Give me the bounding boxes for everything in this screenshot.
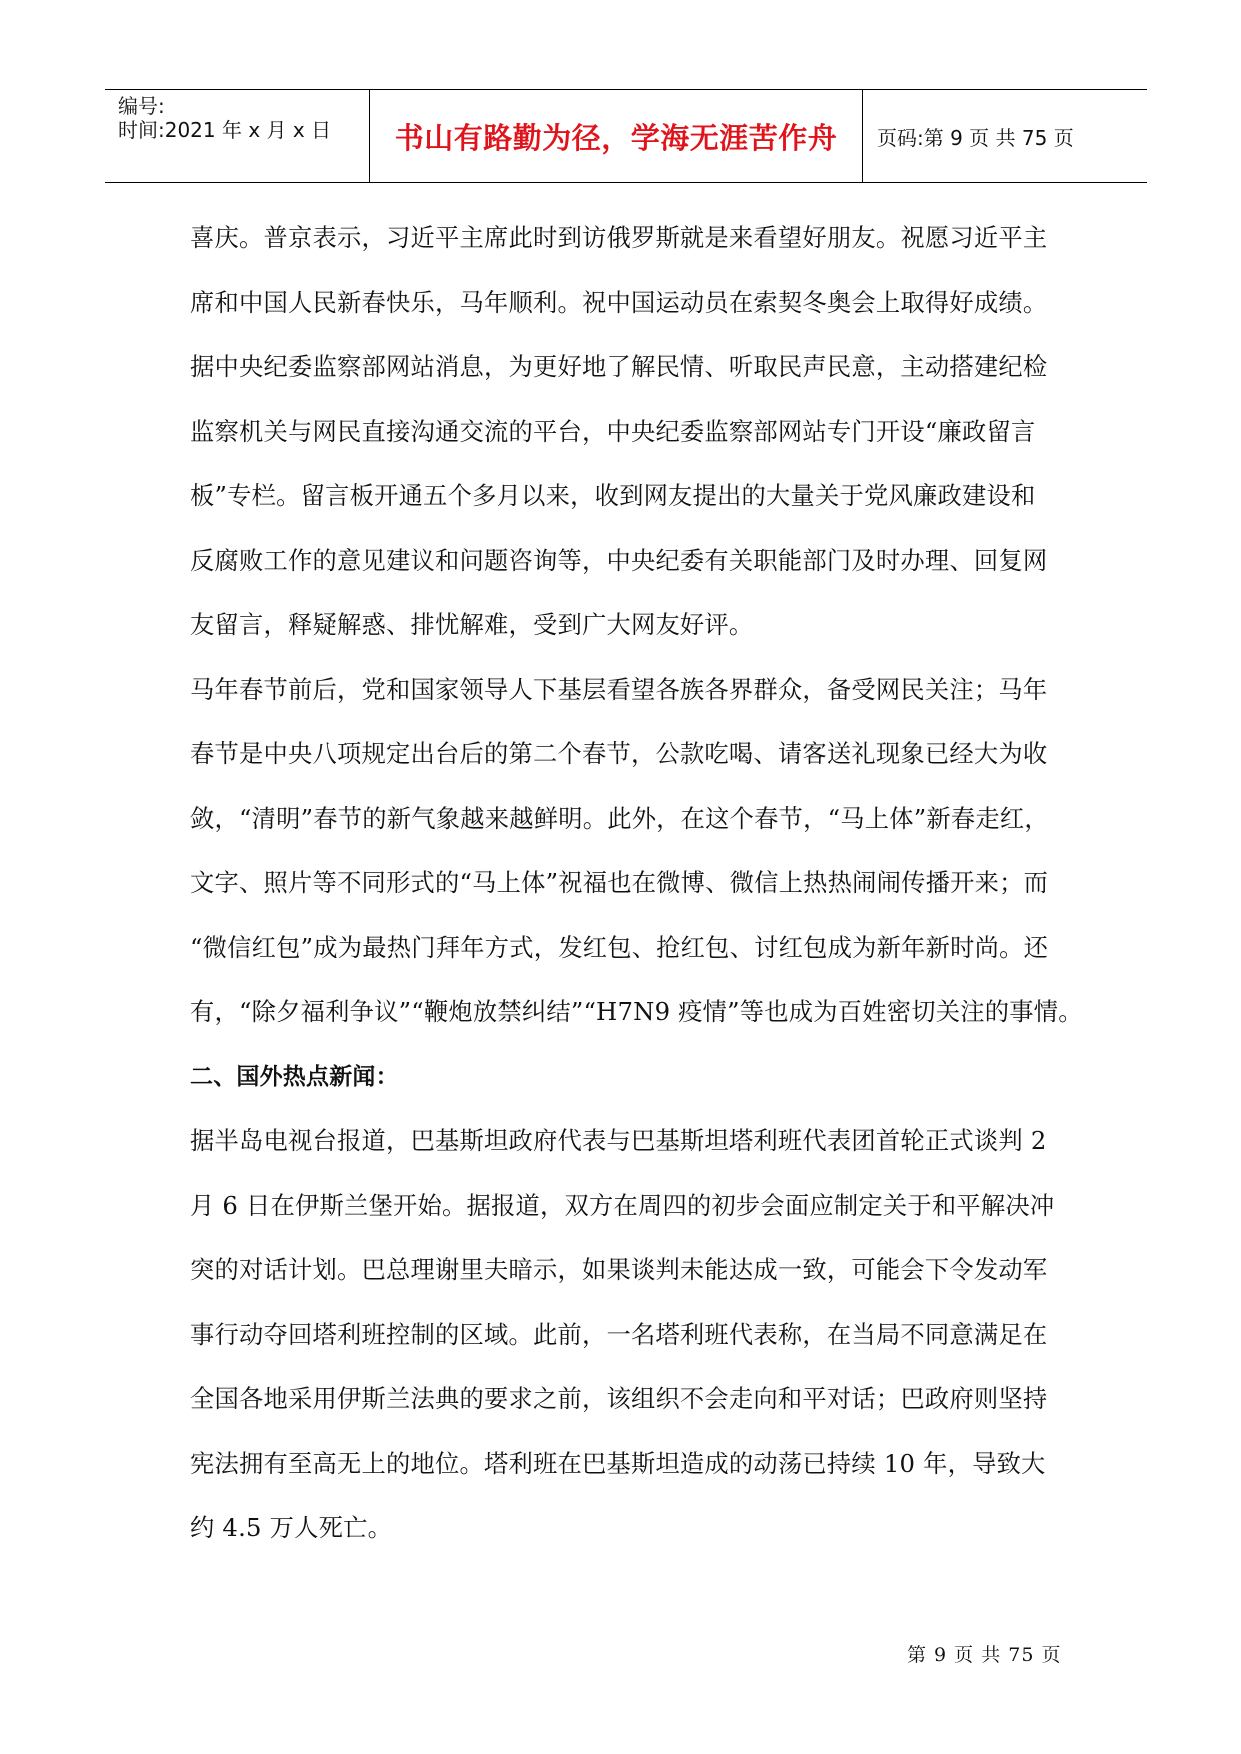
document-time-label: 时间:2021 年 x 月 x 日 (118, 118, 332, 142)
body-line: 突的对话计划。巴总理谢里夫暗示，如果谈判未能达成一致，可能会下令发动军 (190, 1255, 1048, 1284)
body-line: 据半岛电视台报道，巴基斯坦政府代表与巴基斯坦塔利班代表团首轮正式谈判 2 (190, 1126, 1047, 1155)
body-line: 席和中国人民新春快乐，马年顺利。祝中国运动员在索契冬奥会上取得好成绩。 (190, 287, 1048, 317)
header-page-cell (863, 90, 1147, 182)
body-line: 全国各地采用伊斯兰法典的要求之前，该组织不会走向和平对话；巴政府则坚持 (190, 1384, 1048, 1413)
body-line: 友留言，释疑解惑、排忧解难，受到广大网友好评。 (190, 610, 754, 639)
header-meta-cell (105, 90, 370, 182)
body-line: 据中央纪委监察部网站消息，为更好地了解民情、听取民声民意，主动搭建纪检 (190, 352, 1048, 381)
header-table (105, 89, 1147, 183)
body-line: 文字、照片等不同形式的“马上体”祝福也在微博、微信上热热闹闹传播开来；而 (190, 868, 1049, 897)
body-line: 约 4.5 万人死亡。 (190, 1513, 393, 1542)
body-line: “微信红包”成为最热门拜年方式，发红包、抢红包、讨红包成为新年新时尚。还 (190, 932, 1049, 962)
body-line: 喜庆。普京表示，习近平主席此时到访俄罗斯就是来看望好朋友。祝愿习近平主 (190, 223, 1048, 252)
page-footer: 第 9 页 共 75 页 (907, 1644, 1062, 1666)
body-line: 板”专栏。留言板开通五个多月以来，收到网友提出的大量关于党风廉政建设和 (190, 481, 1036, 510)
body-line: 敛，“清明”春节的新气象越来越鲜明。此外，在这个春节，“马上体”新春走红， (190, 803, 1049, 833)
body-line: 事行动夺回塔利班控制的区域。此前，一名塔利班代表称，在当局不同意满足在 (190, 1319, 1048, 1349)
document-body (190, 220, 1083, 1575)
body-line: 马年春节前后，党和国家领导人下基层看望各族各界群众，备受网民关注；马年 (190, 674, 1048, 704)
body-line: 春节是中央八项规定出台后的第二个春节，公款吃喝、请客送礼现象已经大为收 (190, 739, 1048, 768)
header-motto: 书山有路勤为径，学海无涯苦作舟 (394, 120, 838, 155)
section-heading: 二、国外热点新闻： (190, 1063, 399, 1090)
body-line: 监察机关与网民直接沟通交流的平台，中央纪委监察部网站专门开设“廉政留言 (190, 416, 1036, 446)
body-line: 月 6 日在伊斯兰堡开始。据报道，双方在周四的初步会面应制定关于和平解决冲 (190, 1190, 1055, 1220)
body-line: 反腐败工作的意见建议和问题咨询等，中央纪委有关职能部门及时办理、回复网 (190, 545, 1048, 575)
body-line: 有，“除夕福利争议”“鞭炮放禁纠结”“H7N9 疫情”等也成为百姓密切关注的事情。 (190, 997, 1083, 1026)
header-page-info: 页码:第 9 页 共 75 页 (877, 125, 1074, 150)
header-motto-cell (370, 90, 863, 182)
document-number-label: 编号: (118, 94, 165, 118)
body-line: 宪法拥有至高无上的地位。塔利班在巴基斯坦造成的动荡已持续 10 年，导致大 (190, 1448, 1046, 1478)
